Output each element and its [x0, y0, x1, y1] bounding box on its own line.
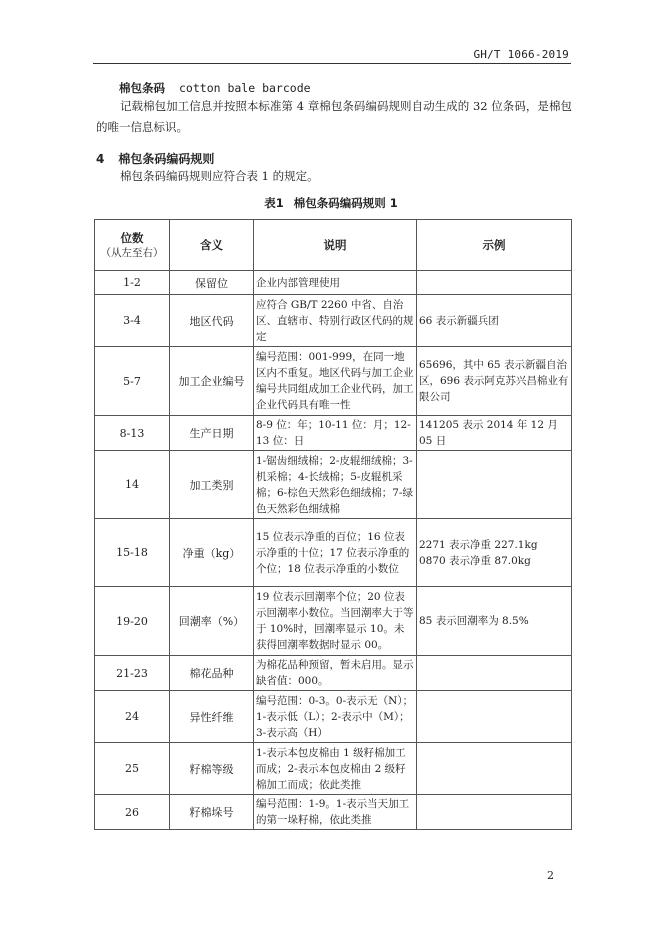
row-digits: 8-13	[95, 416, 170, 451]
row-digits: 21-23	[95, 656, 170, 691]
row-meaning: 异性纤维	[170, 691, 254, 743]
table-caption	[0, 195, 662, 211]
row-example: 66 表示新疆兵团	[417, 295, 572, 347]
row-description: 应符合 GB/T 2260 中省、自治区、直辖市、特别行政区代码的规定	[254, 295, 417, 347]
table-row	[95, 451, 572, 519]
encoding-rules-table	[94, 219, 572, 830]
row-description: 1-锯齿细绒棉；2-皮辊细绒棉；3-机采棉；4-长绒棉；5-皮辊机采棉；6-棕色天然彩色细绒棉；7-绿色天然彩色细绒棉	[254, 451, 417, 519]
row-meaning: 籽棉垛号	[170, 795, 254, 830]
row-description: 企业内部管理使用	[254, 271, 417, 295]
row-example: 65696，其中 65 表示新疆自治区，696 表示阿克苏兴昌棉业有限公司	[417, 347, 572, 416]
term-title-zh: 棉包条码	[119, 81, 165, 95]
row-digits: 19-20	[95, 587, 170, 656]
section-title: 棉包条码编码规则	[118, 152, 215, 166]
row-example	[417, 271, 572, 295]
row-meaning: 籽棉等级	[170, 743, 254, 795]
table-header-row	[95, 220, 572, 271]
row-example: 141205 表示 2014 年 12 月 05 日	[417, 416, 572, 451]
header-digits-sub: （从左至右）	[100, 246, 164, 259]
row-example: 2271 表示净重 227.1kg 0870 表示净重 87.0kg	[417, 519, 572, 587]
term-heading	[119, 80, 311, 96]
header-example: 示例	[417, 220, 572, 271]
row-example	[417, 656, 572, 691]
row-meaning: 生产日期	[170, 416, 254, 451]
row-meaning: 回潮率（%）	[170, 587, 254, 656]
row-example	[417, 451, 572, 519]
row-meaning: 保留位	[170, 271, 254, 295]
section-text: 棉包条码编码规则应符合表 1 的规定。	[120, 169, 319, 183]
row-digits: 5-7	[95, 347, 170, 416]
header-meaning: 含义	[170, 220, 254, 271]
header-digits	[95, 220, 170, 271]
row-example	[417, 743, 572, 795]
table-row	[95, 587, 572, 656]
row-description: 19 位表示回潮率个位；20 位表示回潮率小数位。当回潮率大于等于 10%时，回潮率显示 10。未获得回潮率数据时显示 00。	[254, 587, 417, 656]
section-number: 4	[96, 152, 105, 166]
row-digits: 24	[95, 691, 170, 743]
table-row	[95, 416, 572, 451]
table-row	[95, 295, 572, 347]
row-example	[417, 691, 572, 743]
row-example	[417, 795, 572, 830]
table-row	[95, 656, 572, 691]
row-digits: 15-18	[95, 519, 170, 587]
row-digits: 3-4	[95, 295, 170, 347]
row-description: 1-表示本包皮棉由 1 级籽棉加工而成；2-表示本包皮棉由 2 级籽棉加工而成；依此类推	[254, 743, 417, 795]
row-digits: 26	[95, 795, 170, 830]
row-description: 为棉花品种预留，暂未启用。显示缺省值：000。	[254, 656, 417, 691]
table-caption-number: 表1	[264, 196, 284, 210]
row-meaning: 加工类别	[170, 451, 254, 519]
row-example: 85 表示回潮率为 8.5%	[417, 587, 572, 656]
row-description: 15 位表示净重的百位；16 位表示净重的十位；17 位表示净重的个位；18 位表示净重的小数位	[254, 519, 417, 587]
table-row	[95, 347, 572, 416]
term-title-en: cotton bale barcode	[179, 81, 311, 95]
row-meaning: 棉花品种	[170, 656, 254, 691]
header-rule	[93, 63, 571, 64]
row-description: 编号范围：0-3。0-表示无（N）；1-表示低（L）；2-表示中（M）；3-表示高（H）	[254, 691, 417, 743]
row-meaning: 加工企业编号	[170, 347, 254, 416]
table-row	[95, 743, 572, 795]
row-digits: 25	[95, 743, 170, 795]
standard-code: GH/T 1066-2019	[473, 48, 569, 61]
row-meaning: 地区代码	[170, 295, 254, 347]
section-heading	[96, 150, 214, 167]
table-caption-title: 棉包条码编码规则 1	[293, 196, 398, 210]
row-meaning: 净重（kg）	[170, 519, 254, 587]
table-row	[95, 519, 572, 587]
row-description: 编号范围：001-999，在同一地区内不重复。地区代码与加工企业编号共同组成加工企业代码，加工企业代码具有唯一性	[254, 347, 417, 416]
page-number: 2	[547, 869, 554, 882]
row-description: 编号范围：1-9。1-表示当天加工的第一垛籽棉，依此类推	[254, 795, 417, 830]
table-row	[95, 691, 572, 743]
row-digits: 14	[95, 451, 170, 519]
term-definition: 记载棉包加工信息并按照本标准第 4 章棉包条码编码规则自动生成的 32 位条码，是棉包的唯一信息标识。	[96, 99, 572, 134]
header-description: 说明	[254, 220, 417, 271]
table-row	[95, 795, 572, 830]
header-digits-label: 位数	[120, 230, 144, 245]
row-description: 8-9 位：年；10-11 位：月；12-13 位：日	[254, 416, 417, 451]
table-row	[95, 271, 572, 295]
row-digits: 1-2	[95, 271, 170, 295]
